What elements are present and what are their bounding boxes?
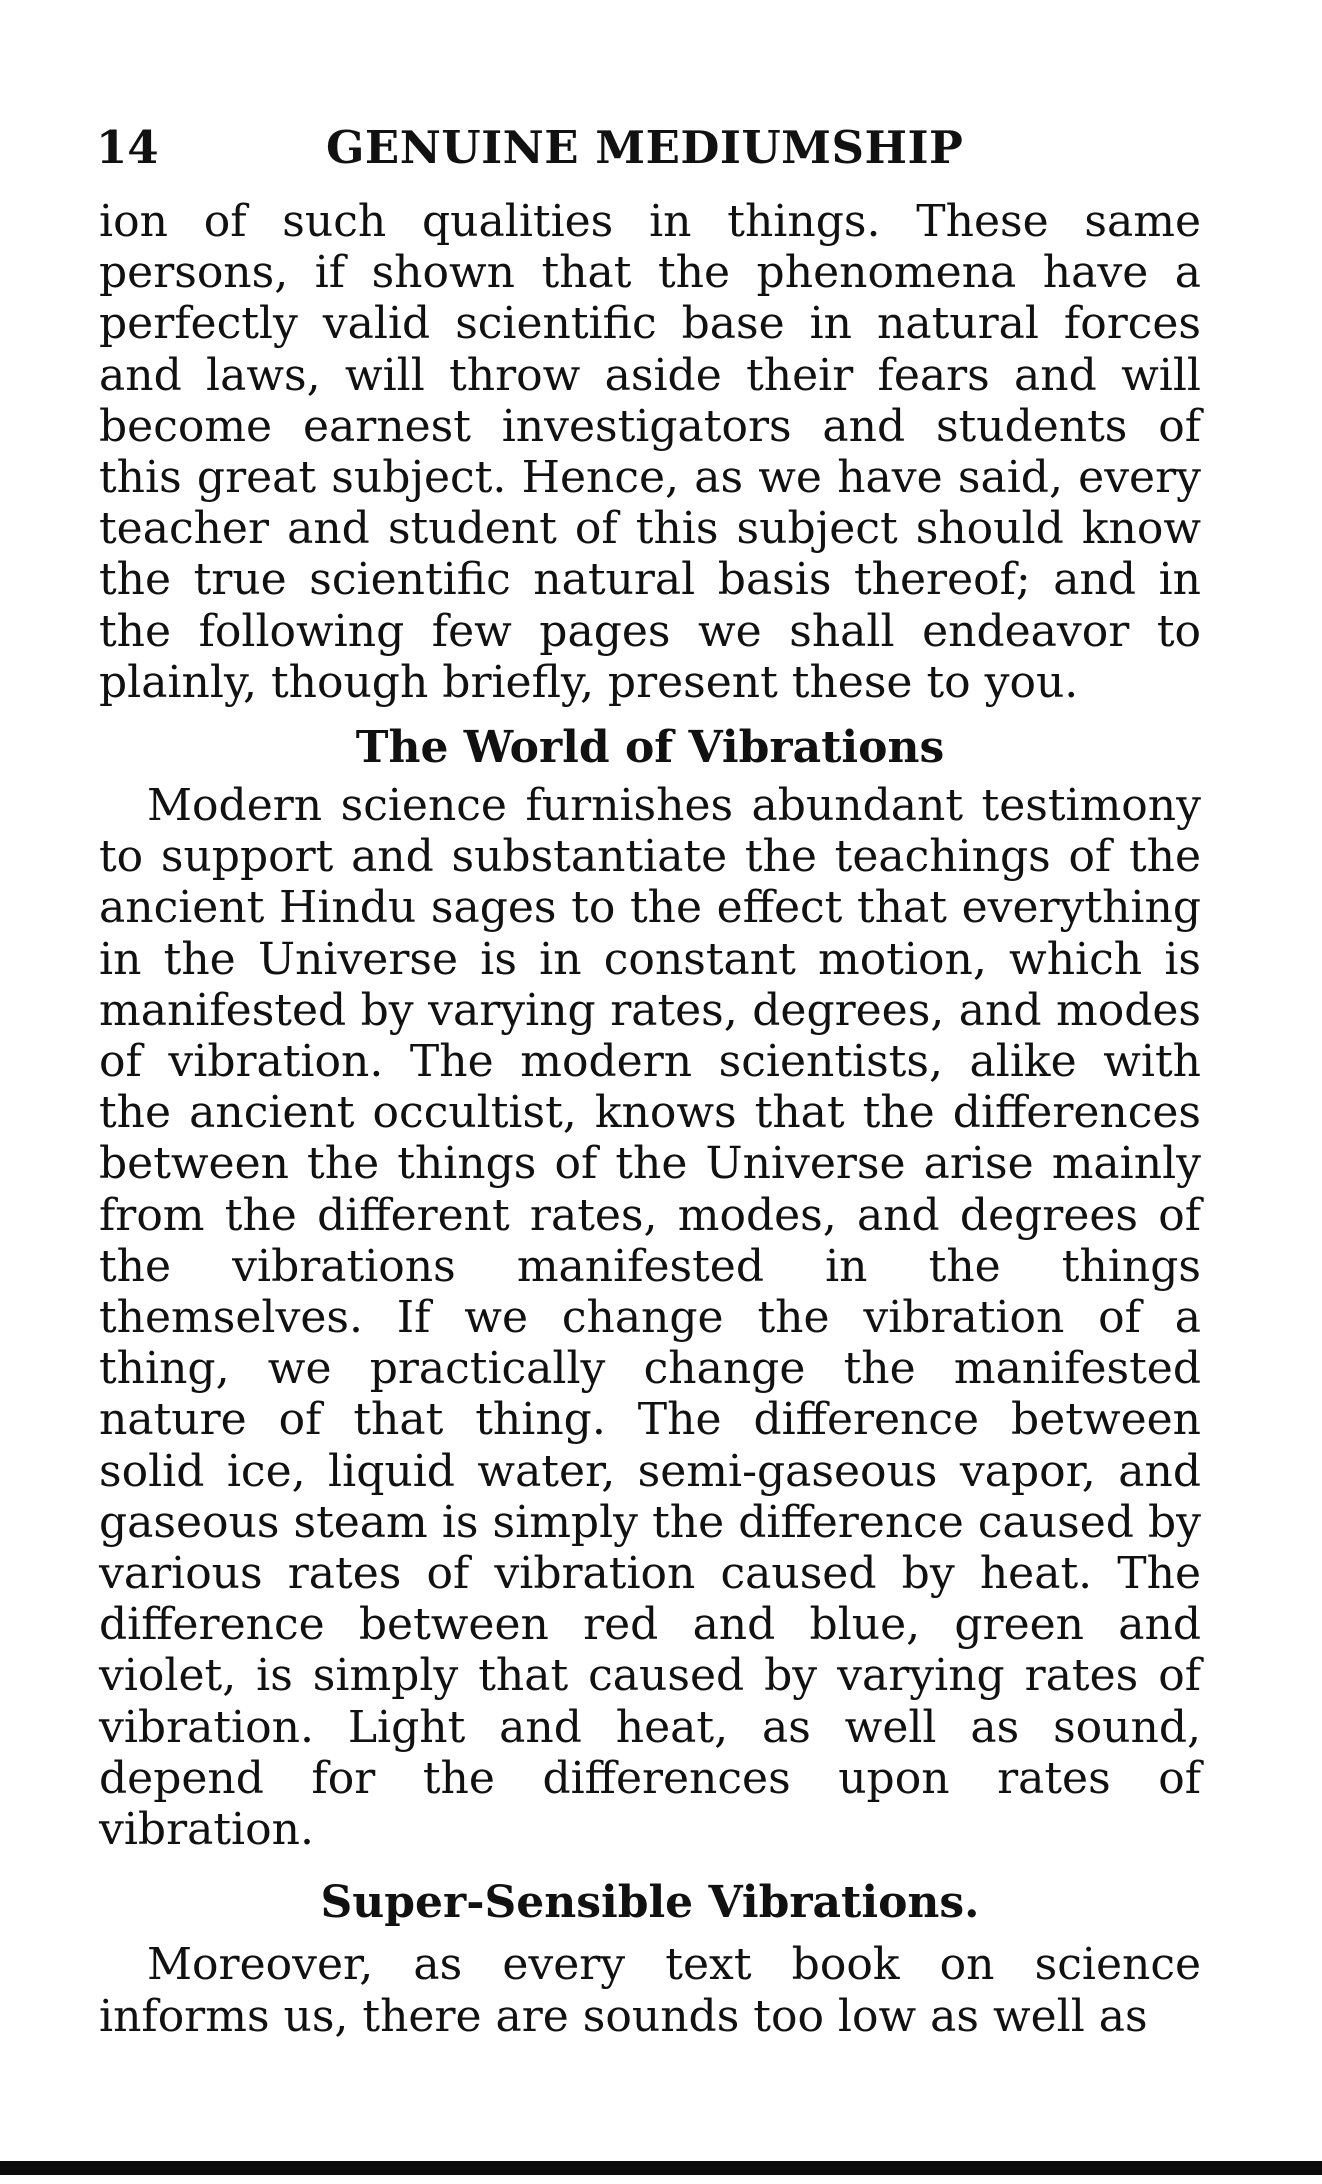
paragraph-super-sensible: Moreover, as every text book on science informs us, there are sounds too low as well as	[99, 1939, 1201, 2042]
page-number: 14	[96, 121, 159, 174]
section-heading-super-sensible-vibrations: Super-Sensible Vibrations.	[320, 1877, 980, 1929]
paragraph-world-of-vibrations: Modern science furnishes abundant testimony to support and substantiate the teachings of the ancient Hindu sages to the effect that everything in the Universe is in constant motion, which is manifested by varying rates, degrees, and modes of vibration. The modern scientists, alike with the ancient occultist, knows that the differences between the things of the Universe arise mainly from the different rates, modes, and degrees of the vibrations manifested in the things themselves. If we change the vibration of a thing, we practically change the manifested nature of that thing. The difference between solid ice, liquid water, semi-gaseous vapor, and gaseous steam is simply the difference caused by various rates of vibration caused by heat. The difference between red and blue, green and violet, is simply that caused by varying rates of vibration. Light and heat, as well as sound, depend for the differences upon rates of vibration.	[99, 780, 1201, 1856]
page-body	[99, 196, 1201, 2042]
section-heading-world-of-vibrations: The World of Vibrations	[355, 722, 945, 774]
running-head: GENUINE MEDIUMSHIP	[326, 121, 964, 174]
page-header	[96, 118, 1206, 178]
paragraph-continuation: ion of such qualities in things. These same persons, if shown that the phenomena have a perfectly valid scientific base in natural forces and laws, will throw aside their fears and will become earnest investigators and students of this great subject. Hence, as we have said, every teacher and student of this subject should know the true scientific natural basis thereof; and in the following few pages we shall endeavor to plainly, though briefly, present these to you.	[99, 196, 1201, 708]
bottom-page-edge-rule	[0, 2161, 1322, 2175]
